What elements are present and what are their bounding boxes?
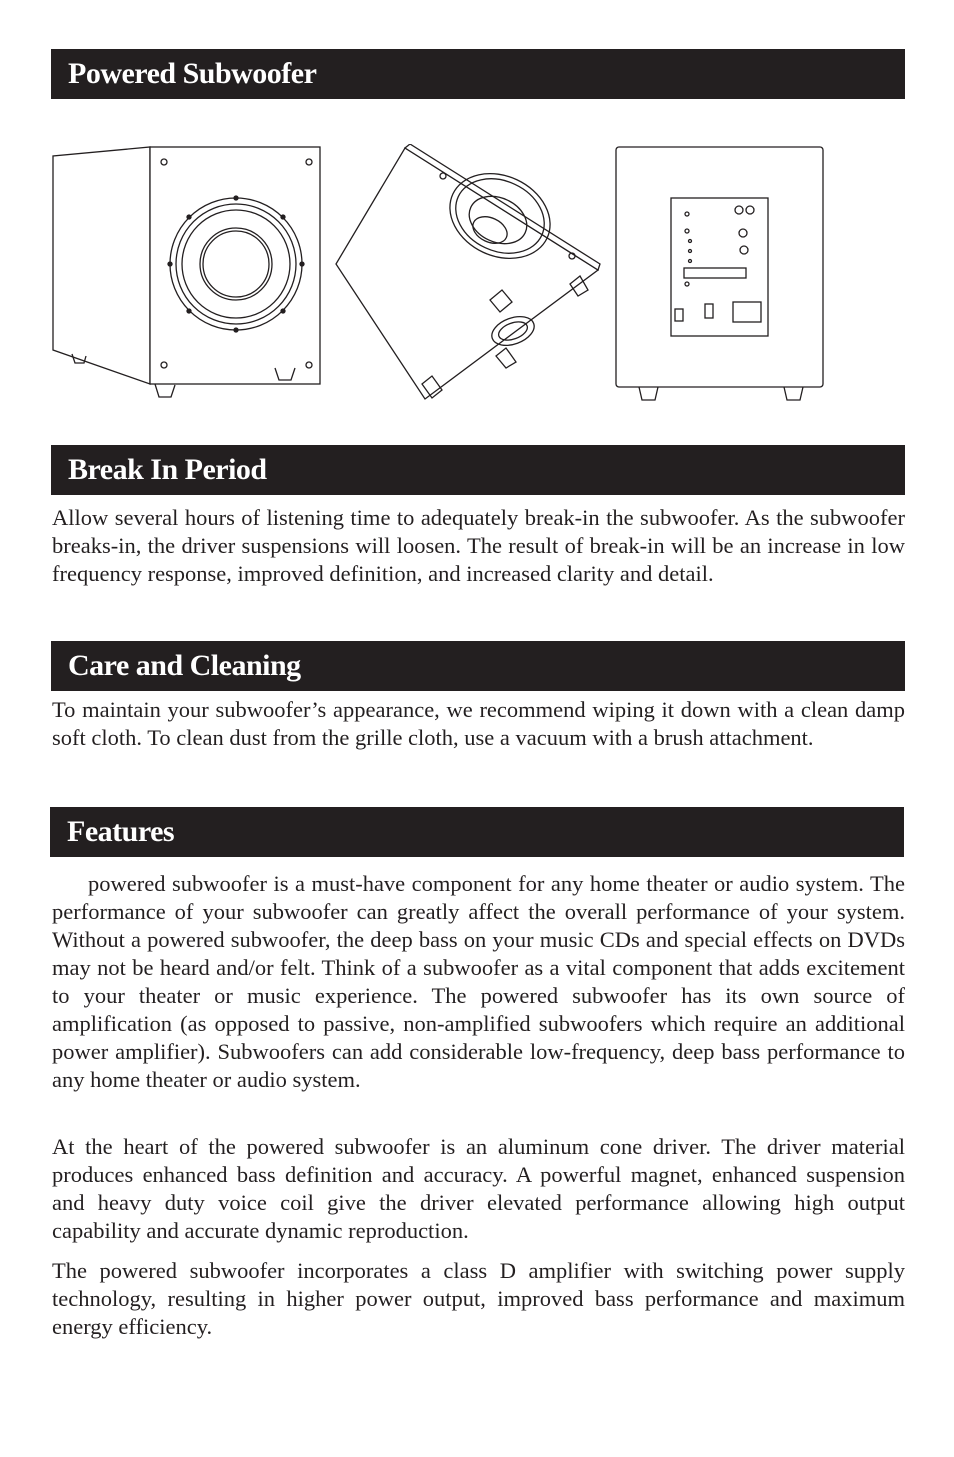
section-title: Powered Subwoofer: [68, 57, 317, 90]
subwoofer-illustrations: [50, 144, 830, 406]
break-in-paragraph: Allow several hours of listening time to adequately break-in the subwoofer. As the subwoofer breaks-in, the driver suspensions will loosen. The result of break-in will be an increase in low frequency response, improved definition, and increased clarity and detail.: [52, 505, 905, 586]
section-header-break-in: [51, 445, 905, 495]
section-title: Break In Period: [68, 453, 267, 486]
section-header-features: [50, 807, 904, 857]
subwoofer-front-view: [53, 147, 320, 397]
features-paragraph-2: At the heart of the powered subwoofer is an aluminum cone driver. The driver material produces enhanced bass definition and accuracy. A powerful magnet, enhanced suspension and heavy duty voice coil give the driver elevated performance allowing high output capability and accurate dynamic reproduction.: [52, 1134, 905, 1243]
features-paragraph-3: The powered subwoofer incorporates a class D amplifier with switching power supply technology, resulting in higher power output, improved bass performance and maximum energy efficiency.: [52, 1258, 905, 1339]
section-title: Features: [67, 815, 175, 848]
subwoofer-rear-view: [616, 147, 823, 400]
section-header-care-cleaning: [51, 641, 905, 691]
section-header-powered-subwoofer: [51, 49, 905, 99]
subwoofer-angled-view: [336, 144, 600, 399]
section-title: Care and Cleaning: [68, 649, 301, 682]
features-paragraph-1: powered subwoofer is a must-have component for any home theater or audio system. The performance of your subwoofer can greatly affect the overall performance of your system. Without a powered subwoofer, the deep bass on your music CDs and special effects on DVDs may not be heard and/or felt. Think of a subwoofer as a vital component that adds excitement to your theater or music experience. The powered subwoofer has its own source of amplification (as opposed to passive, non-amplified subwoofers which require an additional power amplifier). Subwoofers can add considerable low-frequency, deep bass performance to any home theater or audio system.: [52, 871, 905, 1092]
care-paragraph: To maintain your subwoofer’s appearance, we recommend wiping it down with a clean damp soft cloth. To clean dust from the grille cloth, use a vacuum with a brush attachment.: [52, 697, 905, 750]
